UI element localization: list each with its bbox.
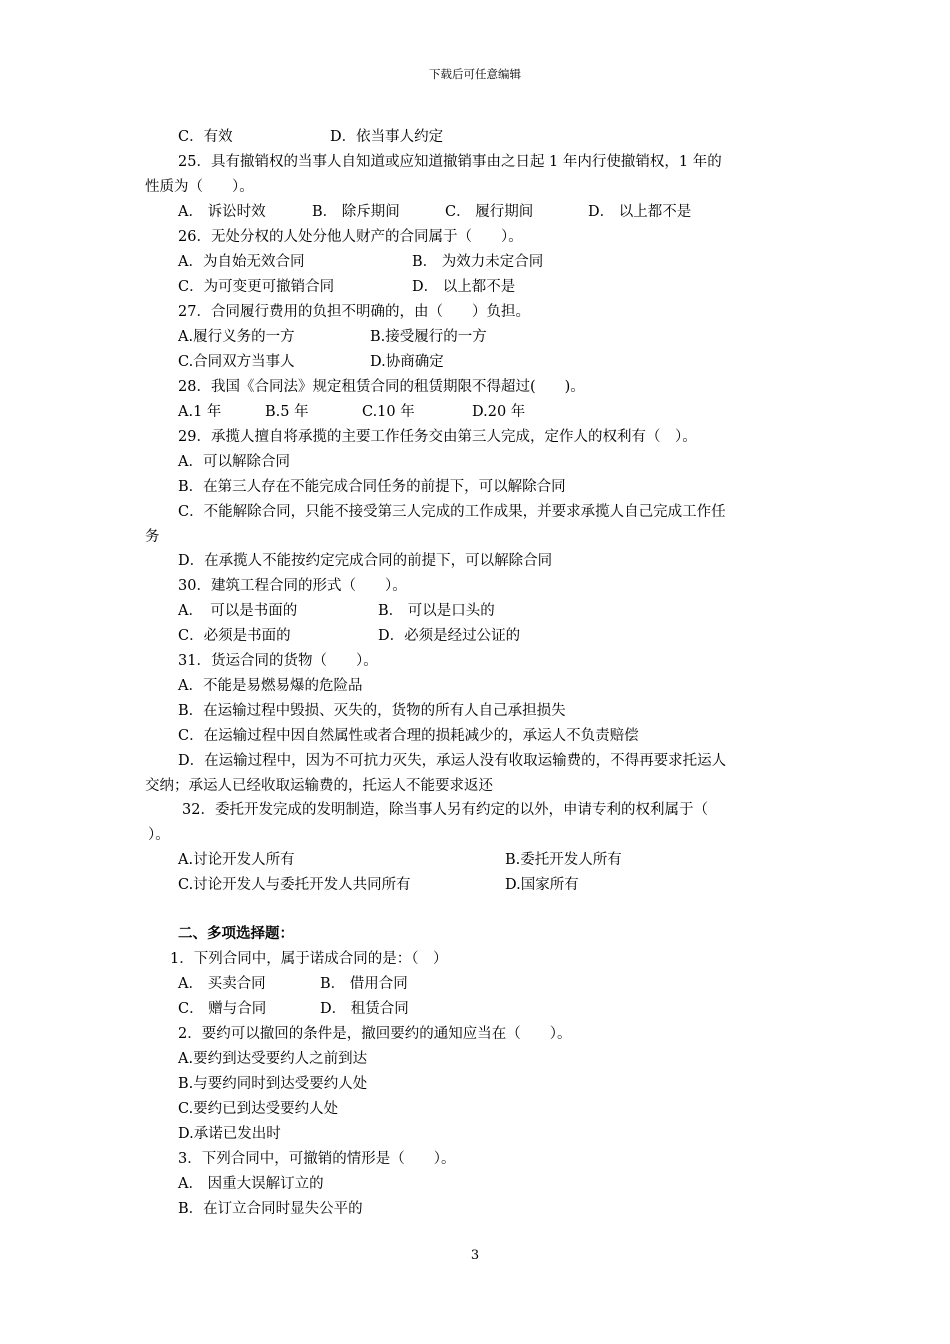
q24-option-d: D．依当事人约定	[330, 129, 444, 145]
q27-stem: 27．合同履行费用的负担不明确的，由（ ）负担。	[178, 304, 530, 320]
q31-option-b: B．在运输过程中毁损、灭失的，货物的所有人自己承担损失	[178, 703, 566, 719]
q27-option-a: A.履行义务的一方	[178, 329, 295, 345]
q29-option-c-line2: 务	[145, 529, 160, 545]
q27-option-c: C.合同双方当事人	[178, 354, 295, 370]
q25-option-b: B． 除斥期间	[312, 204, 400, 220]
q31-option-c: C．在运输过程中因自然属性或者合理的损耗减少的，承运人不负责赔偿	[178, 728, 639, 744]
page-number: 3	[470, 1248, 480, 1263]
q26-option-c: C．为可变更可撤销合同	[178, 279, 335, 295]
m1-stem: 1．下列合同中，属于诺成合同的是：（ ）	[170, 951, 448, 967]
m3-option-a: A． 因重大误解订立的	[178, 1176, 324, 1192]
q32-option-a: A.讨论开发人所有	[178, 852, 295, 868]
q28-stem: 28．我国《合同法》规定租赁合同的租赁期限不得超过( )。	[178, 379, 585, 395]
section-heading-multiple-choice: 二、多项选择题：	[178, 925, 294, 942]
q32-option-d: D.国家所有	[505, 877, 579, 893]
m3-stem: 3．下列合同中，可撤销的情形是（ ）。	[178, 1151, 456, 1167]
q24-option-c: C．有效	[178, 129, 233, 145]
q25-option-d: D． 以上都不是	[588, 204, 692, 220]
m2-option-b: B.与要约同时到达受要约人处	[178, 1076, 368, 1092]
q30-stem: 30．建筑工程合同的形式（ ）。	[178, 578, 407, 594]
q26-option-d: D． 以上都不是	[412, 279, 516, 295]
q30-option-d: D．必须是经过公证的	[378, 628, 521, 644]
q29-stem: 29．承揽人擅自将承揽的主要工作任务交由第三人完成，定作人的权利有（ ）。	[178, 429, 697, 445]
q25-option-c: C． 履行期间	[445, 204, 534, 220]
m1-option-a: A． 买卖合同	[178, 976, 266, 992]
q27-option-d: D.协商确定	[370, 354, 444, 370]
q31-option-d-line1: D．在运输过程中，因为不可抗力灭失，承运人没有收取运输费的，不得再要求托运人	[178, 753, 727, 769]
q30-option-c: C．必须是书面的	[178, 628, 291, 644]
q25-stem-line2: 性质为（ ）。	[145, 179, 254, 195]
q28-option-a: A.1 年	[178, 404, 222, 420]
m2-stem: 2．要约可以撤回的条件是，撤回要约的通知应当在（ ）。	[178, 1026, 572, 1042]
q26-option-a: A．为自始无效合同	[178, 254, 305, 270]
q27-option-b: B.接受履行的一方	[370, 329, 487, 345]
q31-stem: 31．货运合同的货物（ ）。	[178, 653, 378, 669]
m2-option-d: D.承诺已发出时	[178, 1126, 281, 1142]
m2-option-c: C.要约已到达受要约人处	[178, 1101, 339, 1117]
q28-option-b: B.5 年	[265, 404, 309, 420]
page-header: 下载后可任意编辑	[429, 67, 521, 81]
m3-option-b: B．在订立合同时显失公平的	[178, 1201, 363, 1217]
q32-stem-line2: ）。	[148, 827, 170, 843]
q30-option-b: B． 可以是口头的	[378, 603, 495, 619]
q29-option-d: D．在承揽人不能按约定完成合同的前提下，可以解除合同	[178, 553, 553, 569]
q29-option-c-line1: C．不能解除合同，只能不接受第三人完成的工作成果，并要求承揽人自己完成工作任	[178, 504, 726, 520]
q32-option-c: C.讨论开发人与委托开发人共同所有	[178, 877, 411, 893]
q26-stem: 26．无处分权的人处分他人财产的合同属于（ ）。	[178, 229, 523, 245]
m2-option-a: A.要约到达受要约人之前到达	[178, 1051, 368, 1067]
m1-option-d: D． 租赁合同	[320, 1001, 409, 1017]
q32-stem-line1: 32．委托开发完成的发明制造，除当事人另有约定的以外，申请专利的权利属于（	[182, 802, 708, 818]
q25-stem-line1: 25．具有撤销权的当事人自知道或应知道撤销事由之日起 1 年内行使撤销权，1 年的	[178, 154, 722, 170]
q31-option-a: A．不能是易燃易爆的危险品	[178, 678, 363, 694]
q31-option-d-line2: 交纳；承运人已经收取运输费的，托运人不能要求返还	[145, 778, 493, 794]
q30-option-a: A． 可以是书面的	[178, 603, 298, 619]
q28-option-c: C.10 年	[362, 404, 415, 420]
q29-option-b: B．在第三人存在不能完成合同任务的前提下，可以解除合同	[178, 479, 566, 495]
q28-option-d: D.20 年	[472, 404, 526, 420]
q25-option-a: A． 诉讼时效	[178, 204, 266, 220]
m1-option-b: B． 借用合同	[320, 976, 408, 992]
q29-option-a: A．可以解除合同	[178, 454, 290, 470]
q26-option-b: B． 为效力未定合同	[412, 254, 544, 270]
m1-option-c: C． 赠与合同	[178, 1001, 267, 1017]
q32-option-b: B.委托开发人所有	[505, 852, 622, 868]
